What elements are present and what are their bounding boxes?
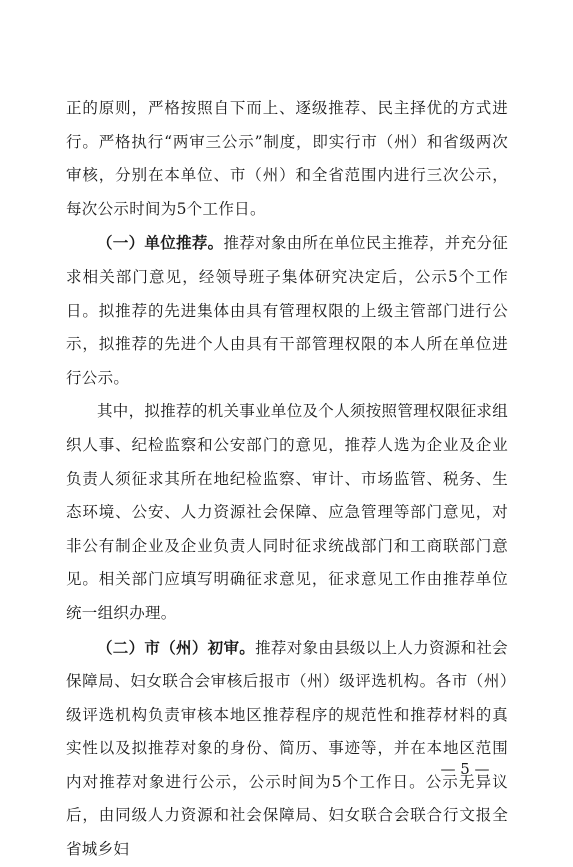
paragraph-3-text: 其中，拟推荐的机关事业单位及个人须按照管理权限征求组织人事、纪检监察和公安部门的意见，推荐人选为企业及企业负责人须征求其所在地纪检监察、审计、市场监管、税务、生态环境、公安、人力资源社会保障、应急管理等部门意见，对非公有制企业及企业负责人同时征求统战部门和工商联部门意见。相关部门应填写明确征求意见，征求意见工作由推荐单位统一组织办理。 (66, 402, 508, 622)
paragraph-4 (66, 631, 508, 867)
paragraph-1 (66, 92, 508, 226)
paragraph-4-text: 推荐对象由县级以上人力资源和社会保障局、妇女联合会审核后报市（州）级评选机构。各市（州）级评选机构负责审核本地区推荐程序的规范性和推荐材料的真实性以及拟推荐对象的身份、简历、事迹等，并在本地区范围内对推荐对象进行公示，公示时间为5个工作日。公示无异议后，由同级人力资源和社会保障局、妇女联合会联合行文报全省城乡妇 (66, 638, 508, 859)
paragraph-2-text: 推荐对象由所在单位民主推荐，并充分征求相关部门意见，经领导班子集体研究决定后，公示5个工作日。拟推荐的先进集体由具有管理权限的上级主管部门进行公示，拟推荐的先进个人由具有干部管理权限的本人所在单位进行公示。 (66, 234, 508, 387)
page-number: — 5 — (440, 760, 490, 778)
section-heading-unit-recommendation: （一）单位推荐。 (97, 233, 224, 253)
paragraph-1-text: 正的原则，严格按照自下而上、逐级推荐、民主择优的方式进行。严格执行“两审三公示”制度，即实行市（州）和省级两次审核，分别在本单位、市（州）和全省范围内进行三次公示，每次公示时间为5个工作日。 (66, 99, 508, 218)
paragraph-3 (66, 395, 508, 630)
document-body (66, 92, 508, 867)
paragraph-2 (66, 226, 508, 395)
section-heading-city-review: （二）市（州）初审。 (97, 637, 256, 657)
